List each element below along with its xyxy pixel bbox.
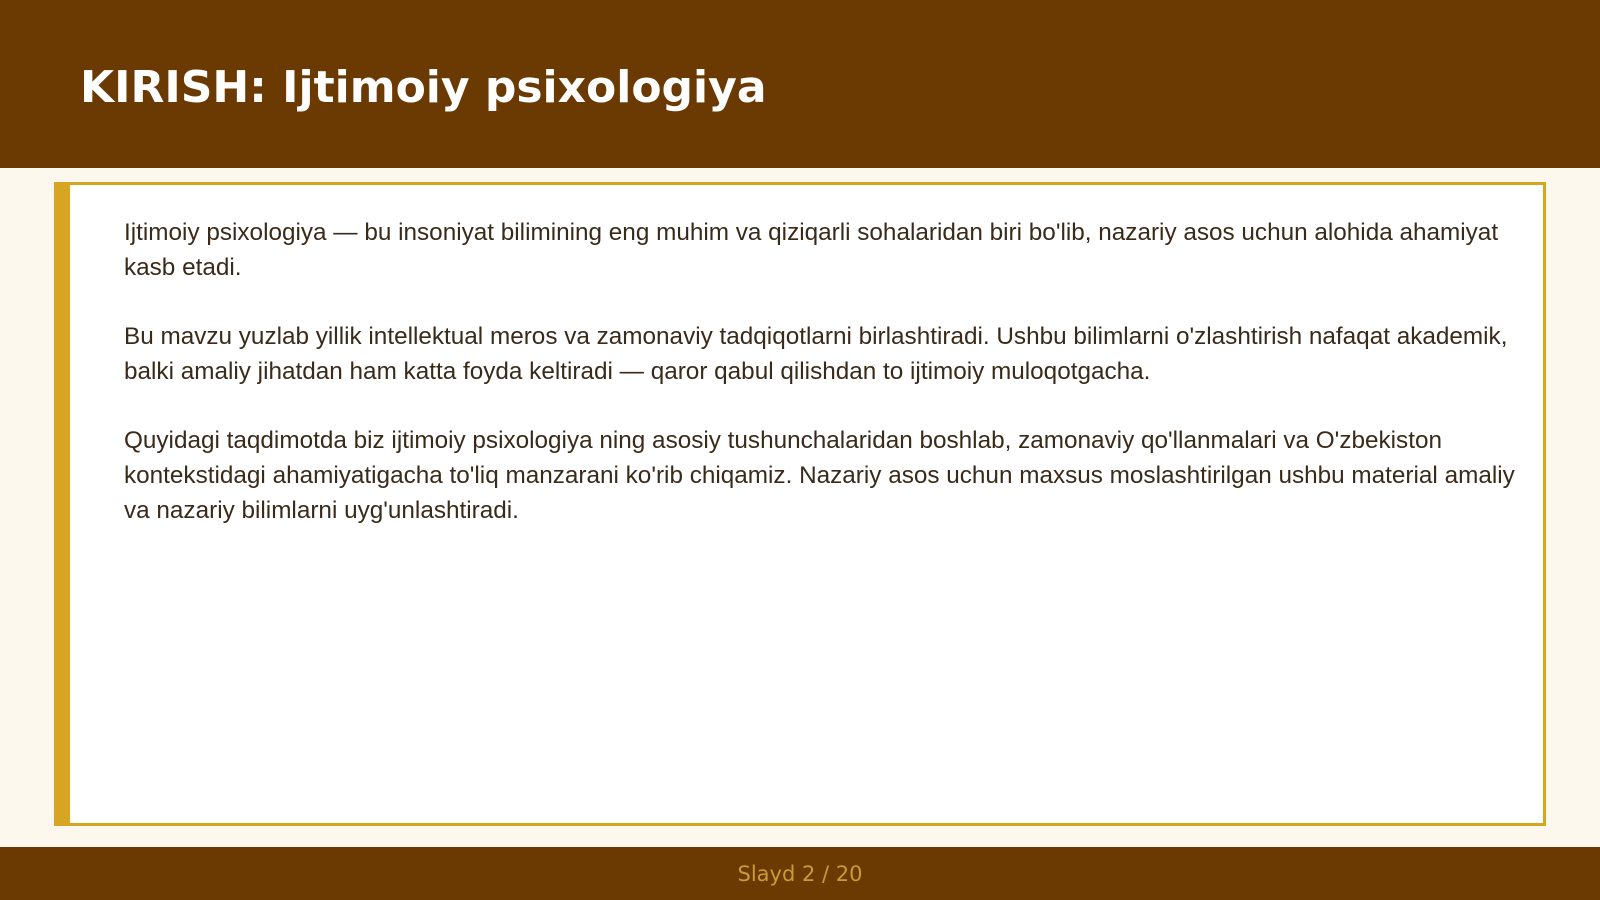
slide-footer bbox=[0, 847, 1600, 900]
heritage-paragraph: Bu mavzu yuzlab yillik intellektual meros va zamonaviy tadqiqotlarni birlashtiradi. Ushbu bilimlarni o'zlashtirish nafaqat akademik, balki amaliy jihatdan ham katta foyda keltiradi — qaror qabul qilishdan to ijtimoiy muloqotgacha. bbox=[124, 323, 1508, 385]
overview-paragraph: Quyidagi taqdimotda biz ijtimoiy psixologiya ning asosiy tushunchalaridan boshlab, zamonaviy qo'llanmalari va O'zbekiston kontekstidagi ahamiyatigacha to'liq manzarani ko'rib chiqamiz. Nazariy asos uchun maxsus moslashtirilgan ushbu material amaliy va nazariy bilimlarni uyg'unlashtiradi. bbox=[124, 427, 1515, 524]
intro-paragraph: Ijtimoiy psixologiya — bu insoniyat bilimining eng muhim va qiziqarli sohalaridan biri bo'lib, nazariy asos uchun alohida ahamiyat kasb etadi. bbox=[124, 219, 1499, 281]
slide-title: KIRISH: Ijtimoiy psixologiya bbox=[80, 62, 767, 113]
content-card bbox=[54, 182, 1546, 826]
slide-body bbox=[124, 215, 1524, 562]
slide-header bbox=[0, 0, 1600, 168]
slide-counter: Slayd 2 / 20 bbox=[737, 862, 863, 886]
